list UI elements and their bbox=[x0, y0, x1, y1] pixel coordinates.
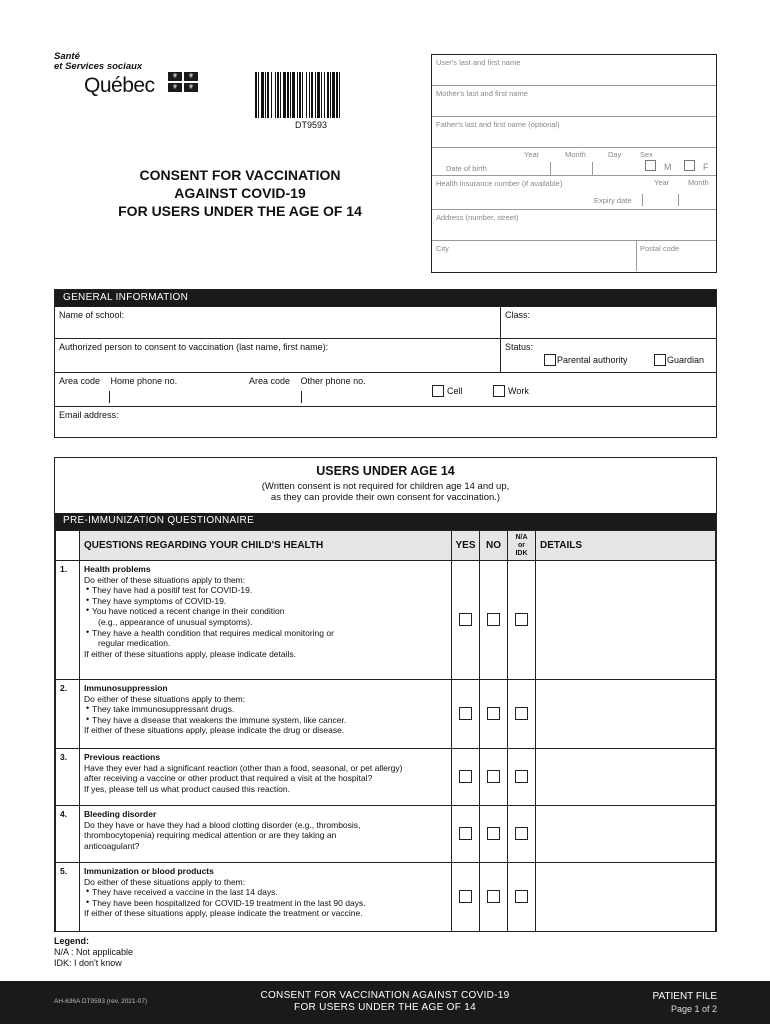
patient-id-box bbox=[431, 54, 717, 273]
question-bullet-cont: (e.g., appearance of unusual symptoms). bbox=[98, 616, 253, 627]
barcode-bar bbox=[255, 72, 257, 118]
number-header bbox=[56, 531, 80, 561]
details-field[interactable] bbox=[536, 863, 716, 932]
yes-cell bbox=[452, 749, 480, 806]
parental-authority-checkbox[interactable] bbox=[544, 354, 556, 366]
home-phone-field[interactable] bbox=[55, 373, 245, 406]
yes-cell bbox=[452, 561, 480, 680]
no-cell bbox=[480, 749, 508, 806]
barcode-bar bbox=[309, 72, 310, 118]
work-checkbox[interactable] bbox=[493, 385, 505, 397]
page-number: Page 1 of 2 bbox=[670, 1004, 717, 1014]
barcode-bar bbox=[271, 72, 272, 118]
barcode-bar bbox=[287, 72, 289, 118]
guardian-option[interactable] bbox=[654, 354, 704, 366]
question-bullet: • They have a health condition that requires medical monitoring or bbox=[84, 628, 447, 639]
day-label: Day bbox=[608, 150, 622, 159]
question-bullet: • They have a disease that weakens the immune system, like cancer. bbox=[84, 715, 447, 726]
question-text bbox=[80, 749, 452, 806]
question-outro: If either of these situations apply, please indicate the drug or disease. bbox=[84, 725, 345, 736]
question-outro: If either of these situations apply, please indicate details. bbox=[84, 648, 296, 659]
patient-file-block bbox=[653, 990, 717, 1016]
question-number: 3. bbox=[56, 749, 80, 806]
no-cell bbox=[480, 863, 508, 932]
question-intro: Do either of these situations apply to them: bbox=[84, 876, 246, 887]
form-title bbox=[90, 166, 390, 220]
question-text bbox=[80, 806, 452, 863]
barcode-bar bbox=[315, 72, 316, 118]
questions-header: QUESTIONS REGARDING YOUR CHILD'S HEALTH bbox=[80, 531, 452, 561]
yes-checkbox[interactable] bbox=[459, 890, 472, 903]
page-footer bbox=[0, 981, 770, 1024]
cell-label: Cell bbox=[447, 386, 463, 396]
cell-option[interactable] bbox=[432, 385, 463, 397]
question-row-immunization bbox=[56, 863, 716, 932]
work-option[interactable] bbox=[493, 385, 529, 397]
divider bbox=[678, 194, 679, 206]
na-idk-checkbox[interactable] bbox=[515, 827, 528, 840]
barcode-bar bbox=[302, 72, 303, 118]
na-cell bbox=[508, 561, 536, 680]
yes-checkbox[interactable] bbox=[459, 770, 472, 783]
question-title: Immunization or blood products bbox=[84, 866, 214, 876]
month-label: Month bbox=[565, 150, 586, 159]
no-checkbox[interactable] bbox=[487, 613, 500, 626]
no-checkbox[interactable] bbox=[487, 707, 500, 720]
details-field[interactable] bbox=[536, 749, 716, 806]
sex-label: Sex bbox=[640, 150, 653, 159]
expiry-date-label: Expiry date bbox=[594, 196, 632, 205]
female-label: F bbox=[703, 162, 709, 172]
yes-cell bbox=[452, 680, 480, 749]
authorized-person-label: Authorized person to consent to vaccination (last name, first name): bbox=[59, 342, 329, 352]
yes-cell bbox=[452, 863, 480, 932]
authorized-row bbox=[55, 339, 716, 373]
question-bullet: • They take immunosuppressant drugs. bbox=[84, 704, 447, 715]
question-text bbox=[80, 561, 452, 680]
question-outro: If either of these situations apply, please indicate the treatment or vaccine. bbox=[84, 908, 363, 919]
area-code-label: Area code bbox=[59, 376, 101, 386]
footer-title-line-2: FOR USERS UNDER THE AGE OF 14 bbox=[294, 1002, 476, 1013]
details-field[interactable] bbox=[536, 561, 716, 680]
work-label: Work bbox=[508, 386, 529, 396]
question-title: Immunosuppression bbox=[84, 683, 168, 693]
no-checkbox[interactable] bbox=[487, 890, 500, 903]
users-subtitle-2: as they can provide their own consent for vaccination.) bbox=[270, 492, 501, 503]
general-information-section bbox=[54, 289, 717, 438]
barcode-bar bbox=[275, 72, 276, 118]
yes-checkbox[interactable] bbox=[459, 707, 472, 720]
health-insurance-row[interactable] bbox=[432, 176, 716, 210]
barcode-bar bbox=[327, 72, 329, 118]
no-cell bbox=[480, 680, 508, 749]
school-field[interactable] bbox=[55, 307, 501, 338]
barcode-bar bbox=[311, 72, 313, 118]
other-phone-field[interactable] bbox=[245, 373, 501, 406]
expiry-year-label: Year bbox=[654, 178, 670, 187]
question-line: Have they ever had a significant reaction (other than a food, seasonal, or pet allergy) bbox=[84, 762, 403, 773]
sex-male-checkbox[interactable] bbox=[645, 160, 656, 171]
barcode-bar bbox=[292, 72, 295, 118]
school-row bbox=[55, 307, 716, 339]
guardian-label: Guardian bbox=[667, 355, 705, 365]
barcode-bar bbox=[297, 72, 298, 118]
city-label: City bbox=[436, 244, 449, 253]
birth-date-row bbox=[432, 148, 716, 176]
question-bullet: • You have noticed a recent change in their condition bbox=[84, 606, 447, 617]
user-name-label: User's last and first name bbox=[436, 58, 521, 67]
email-field[interactable] bbox=[55, 407, 716, 437]
general-information-header: GENERAL INFORMATION bbox=[55, 290, 716, 307]
no-cell bbox=[480, 561, 508, 680]
footer-title bbox=[210, 990, 560, 1014]
divider bbox=[109, 391, 110, 403]
barcode-bar bbox=[317, 72, 320, 118]
barcode-bar bbox=[332, 72, 335, 118]
barcode-bar bbox=[330, 72, 331, 118]
question-line: If yes, please tell us what product caused this reaction. bbox=[84, 783, 291, 794]
details-field[interactable] bbox=[536, 680, 716, 749]
legend bbox=[54, 936, 133, 969]
barcode-bar bbox=[336, 72, 338, 118]
question-line: thrombocytopenia) requiring medical attention or are they taking an bbox=[84, 830, 337, 841]
fleur-de-lis-icon: ⚜ bbox=[168, 83, 182, 92]
question-bullet: • They have been hospitalized for COVID-19 treatment in the last 90 days. bbox=[84, 898, 447, 909]
status-label: Status: bbox=[505, 342, 534, 352]
yes-cell bbox=[452, 806, 480, 863]
male-label: M bbox=[664, 162, 672, 172]
details-field[interactable] bbox=[536, 806, 716, 863]
barcode-bar bbox=[339, 72, 340, 118]
footer-title-line-1: CONSENT FOR VACCINATION AGAINST COVID-19 bbox=[260, 990, 510, 1001]
phone-row bbox=[55, 373, 716, 407]
logo-line-2: et Services sociaux bbox=[54, 61, 143, 72]
guardian-checkbox[interactable] bbox=[654, 354, 666, 366]
date-of-birth-label: Date of birth bbox=[446, 164, 487, 173]
question-row-previous-reactions bbox=[56, 749, 716, 806]
parental-authority-option[interactable] bbox=[544, 354, 628, 366]
authorized-person-field[interactable] bbox=[55, 339, 501, 372]
divider bbox=[550, 162, 551, 175]
question-text bbox=[80, 863, 452, 932]
question-number: 2. bbox=[56, 680, 80, 749]
expiry-month-label: Month bbox=[688, 178, 709, 187]
na-label: N/A bbox=[515, 533, 528, 541]
yes-checkbox[interactable] bbox=[459, 827, 472, 840]
barcode-bar bbox=[267, 72, 269, 118]
legend-na: N/A : Not applicable bbox=[54, 947, 134, 957]
health-insurance-label: Health insurance number (if available) bbox=[436, 179, 563, 188]
quebec-logo bbox=[54, 51, 195, 97]
users-subtitle-1: (Written consent is not required for children age 14 and up, bbox=[261, 481, 510, 492]
address-field[interactable] bbox=[432, 210, 716, 241]
barcode-bar bbox=[265, 72, 266, 118]
area-code-label: Area code bbox=[249, 376, 291, 386]
email-row[interactable] bbox=[55, 407, 716, 437]
na-idk-checkbox[interactable] bbox=[515, 613, 528, 626]
na-cell bbox=[508, 680, 536, 749]
questionnaire-table bbox=[55, 530, 716, 932]
question-bullet: • They have symptoms of COVID-19. bbox=[84, 596, 447, 607]
city-row[interactable] bbox=[432, 241, 716, 272]
question-text bbox=[80, 680, 452, 749]
na-cell bbox=[508, 749, 536, 806]
fleur-de-lis-icon: ⚜ bbox=[168, 72, 182, 81]
divider bbox=[636, 241, 637, 271]
na-cell bbox=[508, 806, 536, 863]
barcode-bar bbox=[290, 72, 291, 118]
na-cell bbox=[508, 863, 536, 932]
father-name-label: Father's last and first name (optional) bbox=[436, 120, 560, 129]
question-bullet-cont: regular medication. bbox=[98, 638, 171, 649]
sex-female-checkbox[interactable] bbox=[684, 160, 695, 171]
or-label: or bbox=[518, 541, 525, 549]
divider bbox=[301, 391, 302, 403]
home-phone-label: Home phone no. bbox=[110, 376, 178, 386]
question-line: after receiving a vaccine or other product that required a visit at the hospital? bbox=[84, 773, 373, 784]
no-checkbox[interactable] bbox=[487, 827, 500, 840]
mother-name-field[interactable] bbox=[432, 86, 716, 117]
user-name-field[interactable] bbox=[432, 55, 716, 86]
legend-idk: IDK: I don't know bbox=[54, 958, 122, 968]
question-title: Previous reactions bbox=[84, 752, 161, 762]
postal-code-label: Postal code bbox=[640, 244, 680, 253]
barcode-bar bbox=[258, 72, 259, 118]
question-row-bleeding-disorder bbox=[56, 806, 716, 863]
class-field[interactable] bbox=[501, 307, 716, 338]
fleur-de-lis-icon: ⚜ bbox=[184, 83, 198, 92]
no-checkbox[interactable] bbox=[487, 770, 500, 783]
address-label: Address (number, street) bbox=[436, 213, 519, 222]
question-row-immunosuppression bbox=[56, 680, 716, 749]
barcode-bar bbox=[321, 72, 322, 118]
parental-authority-label: Parental authority bbox=[557, 355, 628, 365]
no-header: NO bbox=[480, 531, 508, 561]
barcode-bar bbox=[324, 72, 325, 118]
yes-header: YES bbox=[452, 531, 480, 561]
patient-file-label: PATIENT FILE bbox=[652, 991, 717, 1002]
title-line-2: AGAINST COVID-19 bbox=[174, 185, 306, 201]
question-bullet: • They have received a vaccine in the last 14 days. bbox=[84, 887, 447, 898]
barcode-bar bbox=[283, 72, 286, 118]
father-name-field[interactable] bbox=[432, 117, 716, 148]
logo-quebec: Québec bbox=[84, 74, 155, 97]
barcode-bar bbox=[261, 72, 264, 118]
cell-checkbox[interactable] bbox=[432, 385, 444, 397]
fleur-de-lis-flag-icon bbox=[168, 72, 198, 92]
question-bullet: • They have had a positif test for COVID-19. bbox=[84, 585, 447, 596]
no-cell bbox=[480, 806, 508, 863]
divider bbox=[642, 194, 643, 206]
na-idk-checkbox[interactable] bbox=[515, 770, 528, 783]
barcode-bar bbox=[299, 72, 301, 118]
logo-line-1: Santé bbox=[54, 51, 80, 62]
fleur-de-lis-icon: ⚜ bbox=[184, 72, 198, 81]
barcode-code: DT9593 bbox=[294, 120, 328, 130]
question-title: Bleeding disorder bbox=[84, 809, 157, 819]
barcode-bar bbox=[277, 72, 279, 118]
other-phone-label: Other phone no. bbox=[300, 376, 366, 386]
barcode-icon bbox=[253, 72, 369, 118]
users-heading: USERS UNDER AGE 14 bbox=[316, 464, 455, 478]
table-header-row bbox=[56, 531, 716, 561]
mother-name-label: Mother's last and first name bbox=[436, 89, 528, 98]
barcode-bar bbox=[306, 72, 307, 118]
barcode-bar bbox=[280, 72, 281, 118]
question-number: 5. bbox=[56, 863, 80, 932]
idk-label: IDK bbox=[515, 549, 528, 557]
users-under-14-section bbox=[54, 457, 717, 932]
question-title: Health problems bbox=[84, 564, 151, 574]
email-label: Email address: bbox=[59, 410, 119, 420]
divider bbox=[592, 162, 593, 175]
question-number: 4. bbox=[56, 806, 80, 863]
question-intro: Do either of these situations apply to them: bbox=[84, 574, 246, 585]
question-number: 1. bbox=[56, 561, 80, 680]
na-idk-header bbox=[508, 531, 536, 561]
question-row-health-problems bbox=[56, 561, 716, 680]
yes-checkbox[interactable] bbox=[459, 613, 472, 626]
legend-title: Legend: bbox=[54, 936, 89, 946]
question-intro: Do either of these situations apply to them: bbox=[84, 693, 246, 704]
title-line-3: FOR USERS UNDER THE AGE OF 14 bbox=[118, 203, 362, 219]
question-line: anticoagulant? bbox=[84, 840, 140, 851]
school-label: Name of school: bbox=[59, 310, 125, 320]
question-line: Do they have or have they had a blood clotting disorder (e.g., thrombosis, bbox=[84, 819, 361, 830]
questionnaire-header: PRE-IMMUNIZATION QUESTIONNAIRE bbox=[55, 513, 716, 530]
details-header: DETAILS bbox=[536, 531, 716, 561]
year-label: Year bbox=[524, 150, 540, 159]
class-label: Class: bbox=[505, 310, 531, 320]
title-line-1: CONSENT FOR VACCINATION bbox=[139, 167, 341, 183]
na-idk-checkbox[interactable] bbox=[515, 707, 528, 720]
form-code: AH-636A DT9593 (rev. 2021-07) bbox=[54, 998, 148, 1005]
na-idk-checkbox[interactable] bbox=[515, 890, 528, 903]
